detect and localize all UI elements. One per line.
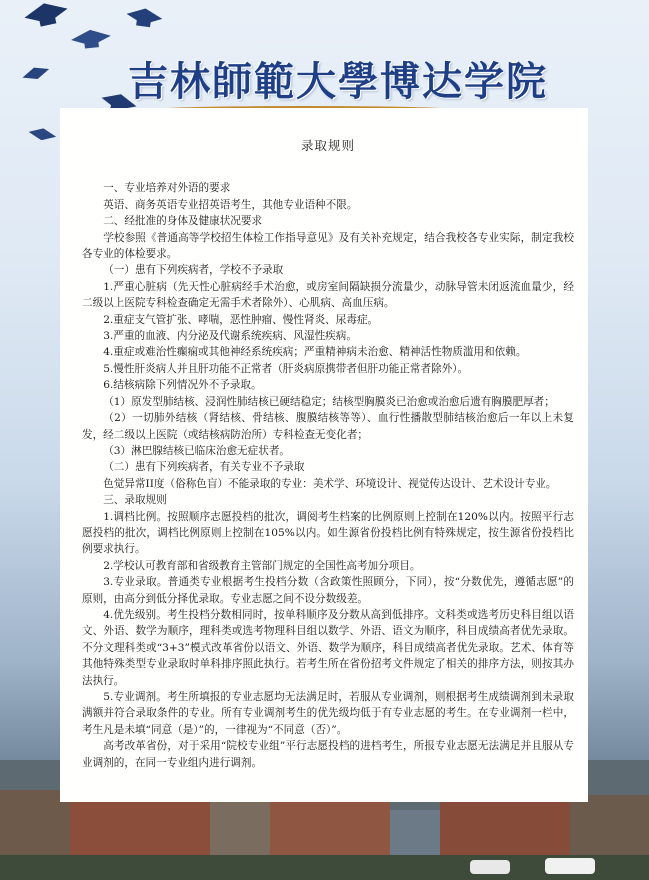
paragraph: 二、经批准的身体及健康状况要求 xyxy=(103,215,263,228)
graduation-cap-icon xyxy=(70,28,112,50)
graduation-cap-icon xyxy=(28,126,58,140)
college-name-calligraphy: 吉林師範大學博达学院 xyxy=(128,58,548,105)
graduation-cap-icon xyxy=(22,0,70,29)
paragraph: 3.严重的血液、内分泌及代谢系统疾病、风湿性疾病。 xyxy=(103,330,357,343)
paragraph: （3）淋巴腺结核已临床治愈无症状者。 xyxy=(103,444,291,457)
paragraph: 高考改革省份，对于采用“院校专业组”平行志愿投档的进档考生，所报专业志愿无法满足并且服从专业调剂的，在同一专业组内进行调剂。 xyxy=(82,740,574,769)
paragraph: 5.慢性肝炎病人并且肝功能不正常者（肝炎病原携带者但肝功能正常者除外）。 xyxy=(103,362,469,375)
paragraph: （一）患有下列疾病者，学校不予录取 xyxy=(103,264,284,277)
college-banner-logo xyxy=(128,52,548,112)
admission-rules-document xyxy=(60,108,588,802)
paragraph: 1.严重心脏病（先天性心脏病经手术治愈，或房室间隔缺损分流量少，动脉导管未闭返流血量少，经二级以上医院专科检查确定无需手术者除外）、心肌病、高血压病。 xyxy=(82,280,574,310)
paragraph: （2）一切肺外结核（肾结核、骨结核、腹膜结核等等）、血行性播散型肺结核治愈后一年以上未复发，经二级以上医院（或结核病防治所）专科检查无变化者； xyxy=(82,412,574,441)
paragraph: 2.重症支气管扩张、哮喘，恶性肿瘤、慢性肾炎、尿毒症。 xyxy=(103,313,379,326)
paragraph: 2.学校认可教育部和省级教育主管部门规定的全国性高考加分项目。 xyxy=(103,559,421,572)
paragraph: 一、专业培养对外语的要求 xyxy=(103,182,231,195)
graduation-cap-icon xyxy=(21,63,51,83)
paragraph: 6.结核病除下列情况外不予录取。 xyxy=(103,379,262,392)
document-title: 录取规则 xyxy=(300,139,355,153)
paragraph: 色觉异常II度（俗称色盲）不能录取的专业：美术学、环境设计、视觉传达设计、艺术设计专业。 xyxy=(103,477,557,490)
paragraph: 4.重症或难治性癫痫或其他神经系统疾病；严重精神病未治愈、精神活性物质滥用和依赖。 xyxy=(103,346,527,359)
paragraph: 学校参照《普通高等学校招生体检工作指导意见》及有关补充规定，结合我校各专业实际，制定我校各专业的体检要求。 xyxy=(82,231,574,261)
paragraph: 英语、商务英语专业招英语考生，其他专业语种不限。 xyxy=(103,198,358,211)
paragraph: 3.专业录取。普通类专业根据考生投档分数（含政策性照顾分，下同），按“分数优先，遵循志愿”的原则，由高分到低分择优录取。专业志愿之间不设分数级差。 xyxy=(82,576,574,605)
paragraph: 4.优先级别。考生投档分数相同时，按单科顺序及分数从高到低排序。文科类或选考历史科目组以语文、外语、数学为顺序，理科类或选考物理科目组以数学、外语、语文为顺序，科目成绩高者优先录取。不分文理科类或“3+3”模式改革省份以语文、外语、数学为顺序，科目成绩高者优先录取。艺术、体育等其他特殊类型专业录取时单科排序照此执行。若考生所在省份招考文件规定了相关的排序方法，则按其办法执行。 xyxy=(82,608,574,687)
paragraph: （1）原发型肺结核、浸润性肺结核已硬结稳定；结核型胸膜炎已治愈或治愈后遗有胸膜肥厚者； xyxy=(103,395,555,408)
paragraph: 5.专业调剂。考生所填报的专业志愿均无法满足时，若服从专业调剂，则根据考生成绩调剂到未录取满额并符合录取条件的专业。所有专业调剂考生的优先级均低于有专业志愿的考生。在专业调剂一栏中，考生凡是未填“同意（是）”的，一律视为“不同意（否）”。 xyxy=(82,691,574,736)
paragraph: 1.调档比例。按照顺序志愿投档的批次，调阅考生档案的比例原则上控制在120%以内。按照平行志愿投档的批次，调档比例原则上控制在105%以内。如生源省份投档比例有特殊规定，按生源省份投档比例要求执行。 xyxy=(82,510,574,556)
paragraph: 三、录取规则 xyxy=(103,494,167,507)
paragraph: （二）患有下列疾病者，有关专业不予录取 xyxy=(103,461,305,474)
graduation-cap-icon xyxy=(125,6,163,29)
